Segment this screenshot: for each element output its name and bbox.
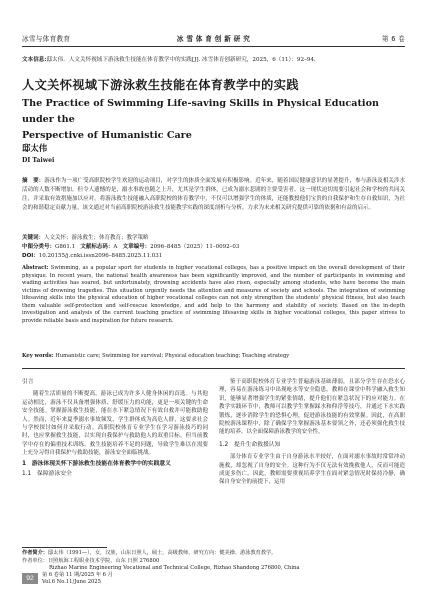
keywords-en	[22, 353, 405, 359]
doc-code-label: 文献标志码：	[80, 244, 114, 250]
abstract-cn	[22, 177, 405, 213]
clc-value: G861.1	[55, 244, 76, 250]
abstract-en	[22, 265, 405, 325]
abstract-en-label: Abstract:	[22, 265, 49, 271]
keywords-en-label: Key words:	[22, 353, 54, 359]
author-bio-text: 邸太伟（1991—），女，汉族，山东日照人，硕士，高级教师，研究方向：健美操、游泳教育教学。	[47, 550, 277, 556]
author-unit-label: 作者单位：	[22, 557, 48, 564]
citation-block	[22, 56, 405, 64]
abstract-cn-label: 摘 要：	[22, 178, 45, 184]
abstract-rule	[22, 368, 405, 369]
section-1-heading: 1 游泳体现关怀下游泳救生技能在体育教学中的实践意义	[22, 460, 171, 467]
keywords-cn-text: 人文关怀；游泳救生；体育教育；教学策略	[44, 235, 149, 241]
clc-label: 中图分类号：	[22, 244, 56, 250]
issue-cn: 第 6 卷第 11 期/2025 年 6 月	[42, 572, 113, 578]
intro-heading: 引言	[22, 379, 34, 385]
body-column-right	[219, 378, 405, 487]
abstract-cn-text: 游泳作为一项广受高职院校学生欢迎的运动项目，对学生的体质全面发展有积极影响。近年来，随着国民健康意识的显著提升，参与游泳及相关涉水活动的人数不断增加。但令人遗憾的是，溺水事故也随之上升，尤其是学生群体，已成为溺水悲剧的主要受害者。这一现状迫切需要引起社会和学校的共同关注，并采取有效措施加以应对。将游泳救生技能融入高职院校的体育教学中，不仅可以增强学生的体质，还能教授他们宝贵的自我保护和生存自救知识，为社会的和谐稳定贡献力量。该文通过对当前高职院校游泳救生技能教学实践的深度剖析与分析，力求为未来相关研究提供可靠的依据和有益的启示。	[22, 178, 405, 211]
citation-text: 邸太伟．人文关怀视域下游泳救生技能在体育教学中的实践[J]. 冰雪体育创新研究，2025，6（11）：92–94.	[46, 57, 316, 63]
intro-paragraph: 随着生活质量的不断提高，游泳已成为许多人健身休闲的首选。与其他运动相比，游泳不仅具备增强体质、舒缓压力的功能，更是一项关键的生命安全技能。掌握游泳救生技能，能在水下紧急情况下有效自救并可能救助他人。然而，近年来夏季溺水事故频发，学生群体成为高危人群，这要求社会与学校探讨如何并采取行动。高职院校体育专业学生在学习游泳技巧的同时，也应掌握救生技能，以实现自我保护与救助他人的双重目标。但当前教学中存在的偏重技术训练、救生技能培养不足的问题，导致学生难以在需要上充分习得自我保护与救助技能，游泳安全面临挑战。	[22, 391, 208, 457]
issue-info	[42, 572, 113, 585]
section-1-1-paragraph: 鉴于高职院校体育专业学生普遍游泳基础薄弱，且部分学生存在恐水心理，容易在游泳练习中出现呛水等安全隐患。教师在课堂中科学融入救生知识，能够显著增强学生的紧张情绪，提升他们在紧急状况下的应对能力。在教学实践环节中，教师可以教学生掌握踩水和仰浮等技巧，并通过下水实践锻炼，逐步消除学生的恐惧心理，促进游泳技能的有效掌握。因此，在高职院校游泳课程中，除了确保学生掌握游泳基本要领之外，还必须强化救生技能的培养，以全面保障游泳教学的安全性。	[219, 379, 405, 436]
doc-code-value: A	[113, 244, 118, 250]
author-unit	[22, 558, 405, 566]
author-name-cn: 邸太伟	[22, 143, 48, 153]
keywords-cn-label: 关键词：	[22, 235, 45, 241]
header-rule	[22, 46, 405, 47]
title-en-line-2: Perspective of Humanistic Care	[22, 130, 192, 141]
classification-line	[22, 242, 405, 250]
article-title-cn: 人文关怀视域下游泳救生技能在体育教学中的实践	[22, 78, 299, 92]
author-bio	[22, 550, 405, 558]
running-header	[22, 33, 405, 45]
section-1-2-heading: 1.2 提升生命救援认知	[219, 441, 281, 448]
journal-name-center: 冰 雪 体 育 创 新 研 究	[176, 35, 251, 43]
journal-name-left: 冰雪与体育教育	[22, 35, 71, 43]
footnote-rule	[22, 547, 107, 548]
doi-line	[22, 251, 405, 259]
keywords-en-text: Humanistic care; Swimming for survival; Physical education teaching; Teaching strategy	[55, 353, 290, 359]
article-number-value: 2096–8485（2025）11–0092–03	[150, 244, 240, 250]
citation-label: 文本信息:	[22, 57, 47, 63]
section-1-2-paragraph: 部分体育专业学生由于自身游泳水平较好，在面对溺水事故时常常冲动施救，却忽视了自身的安全。这种行为不仅无法有效挽救他人，反而可能造成更多伤亡。因此，教师需要重视培养学生在面对紧急情况时保持冷静，确保自身安全的前提下，运用	[219, 454, 405, 486]
page-number: 92	[22, 573, 38, 584]
title-en-line-1: The Practice of Swimming Life-saving Skills in Physical Education under the	[22, 98, 379, 125]
volume-label: 第 6 卷	[381, 35, 405, 43]
doi-label: DOI：	[22, 253, 39, 259]
body-column-left	[22, 378, 208, 480]
article-number-label: 文章编号：	[122, 244, 151, 250]
author-unit-text: 日照航海工程职业技术学院，山东 日照 276800	[47, 557, 160, 564]
author-bio-label: 作者简介：	[22, 550, 48, 556]
article-title-en	[22, 96, 405, 144]
author-unit-en: Rizhao Marine Engineering Vocational and Technical College, Rizhao Shandong 276800, China	[49, 565, 300, 572]
author-footnote	[22, 550, 405, 573]
keywords-cn	[22, 233, 405, 241]
section-1-1-heading: 1.1 保障游泳安全	[22, 471, 72, 478]
author-name-en: DI Taiwei	[22, 157, 55, 164]
issue-en: Vol.6 No.11/June 2025	[42, 578, 101, 585]
doi-value[interactable]: 10.20155/j.cnki.issn2096–8485.2025.11.031	[38, 253, 163, 259]
abstract-en-text: Swimming, as a popular sport for students in higher vocational colleges, has a positive impact on the overall development of their physique. In recent years, the national health awareness has been significantly improved, and the number of participants in swimming and wading activities has soared, but unfortunately, drowning accidents have also risen, especially among students, who have become the main victims of drowning tragedies. This situation urgently needs the attention and measures of society and schools. The integration of swimming lifesaving skills into the physical education of higher vocational colleges can not only strengthen the students' physical fitness, but also teach them valuable self-protection and self-rescue knowledge, and add help to the harmony and stability of society. Based on the in-depth investigation and analysis of the current teaching practice of swimming lifesaving skills in higher vocational colleges, this paper strives to provide reliable basis and inspiration for future research.	[22, 265, 405, 324]
